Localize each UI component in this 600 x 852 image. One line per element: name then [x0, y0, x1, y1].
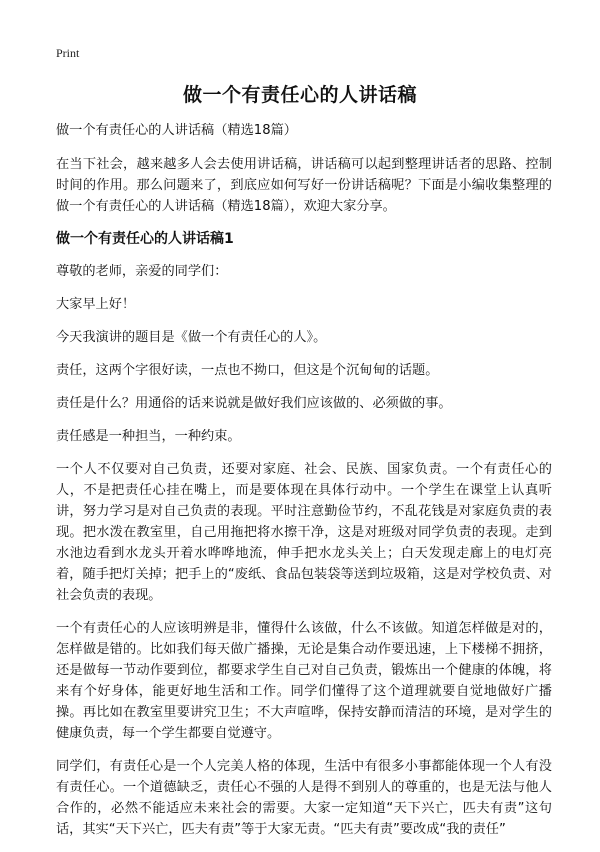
- body-paragraph: 尊敬的老师，亲爱的同学们：: [56, 264, 228, 279]
- body-paragraph: 责任是什么？用通俗的话来说就是做好我们应该做的、必须做的事。: [56, 396, 452, 411]
- body-paragraph: 大家早上好！: [56, 297, 136, 312]
- intro-paragraph: 在当下社会，越来越多人会去使用讲话稿，讲话稿可以起到整理讲话者的思路、控制时间的作用。那么问题来了，到底应如何写好一份讲话稿呢？下面是小编收集整理的做一个有责任心的人讲话稿（精选18篇），欢迎大家分享。: [56, 157, 552, 214]
- document-subtitle: 做一个有责任心的人讲话稿（精选18篇）: [56, 123, 297, 138]
- print-link[interactable]: Print: [56, 46, 80, 60]
- page-title: 做一个有责任心的人讲话稿: [182, 84, 417, 106]
- body-paragraph: 同学们，有责任心是一个人完美人格的体现，生活中有很多小事都能体现一个人有没有责任心。一个道德缺乏，责任心不强的人是得不到别人的尊重的，也是无法与他人合作的，必然不能适应未来社会的需要。大家一定知道“天下兴亡，匹夫有责”这句话，其实“天下兴亡，匹夫有责”等于大家无责。“匹夫有责”要改成“我的责任”: [56, 759, 552, 837]
- body-paragraph: 一个有责任心的人应该明辨是非，懂得什么该做，什么不该做。知道怎样做是对的，怎样做是错的。比如我们每天做广播操，无论是集合动作要迅速，上下楼梯不拥挤，还是做每一节动作要到位，都要求学生自己对自己负责，锻炼出一个健康的体魄，将来有个好身体，能更好地生活和工作。同学们懂得了这个道理就要自觉地做好广播操。再比如在教室里要讲究卫生；不大声喧哗，保持安静而清洁的环境，是对学生的健康负责，每一个学生都要自觉遵守。: [56, 621, 552, 741]
- body-paragraph: 今天我演讲的题目是《做一个有责任心的人》。: [56, 330, 327, 345]
- body-paragraph: 一个人不仅要对自己负责，还要对家庭、社会、民族、国家负责。一个有责任心的人，不是把责任心挂在嘴上，而是要体现在具体行动中。一个学生在课堂上认真听讲，努力学习是对自己负责的表现。平时注意勤俭节约，不乱花钱是对家庭负责的表现。把水泼在教室里，自己用拖把将水擦干净，这是对班级对同学负责的表现。走到水池边看到水龙头开着水哗哗地流，伸手把水龙头关上；白天发现走廊上的电灯亮着，随手把灯关掉；把手上的“废纸、食品包装袋等送到垃圾箱，这是对学校负责、对社会负责的表现。: [56, 462, 552, 603]
- document-body: [56, 120, 552, 852]
- body-paragraph: 责任感是一种担当，一种约束。: [56, 429, 241, 444]
- body-paragraph: 责任，这两个字很好读，一点也不拗口，但这是个沉甸甸的话题。: [56, 363, 439, 378]
- section-heading: 做一个有责任心的人讲话稿1: [56, 231, 234, 247]
